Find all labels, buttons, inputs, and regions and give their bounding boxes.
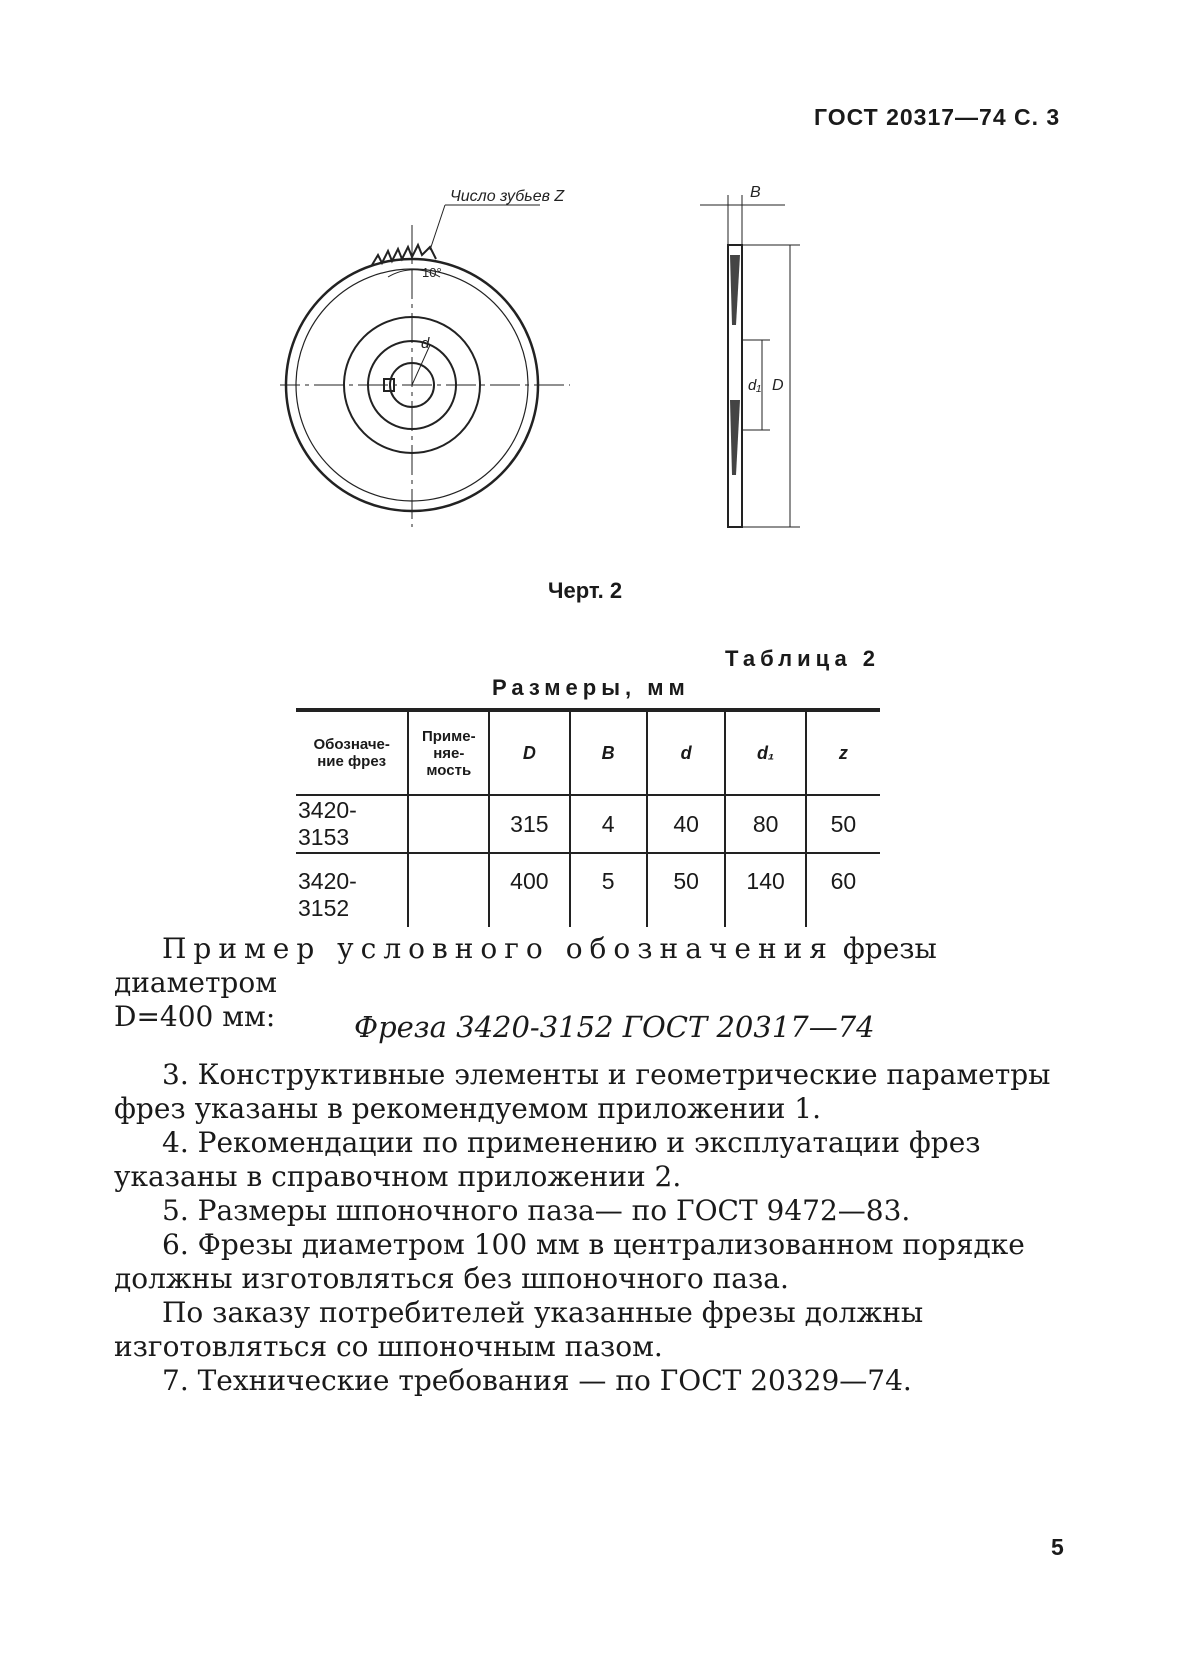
- bore-label: d: [421, 335, 430, 352]
- paragraph: 5. Размеры шпоночного паза— по ГОСТ 9472—83.: [162, 1194, 911, 1227]
- cell-D: 400: [489, 853, 569, 927]
- angle-label: 10°: [422, 265, 442, 280]
- header-B: B: [570, 710, 647, 795]
- cell-designation: 3420-3153: [296, 795, 408, 853]
- paragraph: 7. Технические требования — по ГОСТ 20329—74.: [162, 1364, 912, 1397]
- cell-z: 50: [806, 795, 880, 853]
- width-label: B: [750, 185, 761, 201]
- cell-d1: 80: [725, 795, 805, 853]
- table-row: [296, 795, 880, 853]
- header-usage: Приме- няе- мость: [408, 710, 489, 795]
- teeth-label: Число зубьев Z: [450, 188, 565, 205]
- cell-D: 315: [489, 795, 569, 853]
- page-header: ГОСТ 20317—74 С. 3: [814, 104, 1061, 130]
- side-view: [700, 195, 800, 527]
- figure-caption: Черт. 2: [548, 578, 623, 603]
- d1-label: d₁: [748, 377, 762, 394]
- example-line2: D=400 мм:: [114, 1000, 276, 1033]
- paragraph: 4. Рекомендации по применению и эксплуатации фрез указаны в справочном приложении 2.: [114, 1126, 981, 1193]
- paragraphs: [114, 1058, 1064, 1398]
- header-d: d: [647, 710, 726, 795]
- table-header-row: [296, 710, 880, 795]
- cell-d: 50: [647, 853, 726, 927]
- diameter-label: D: [772, 377, 784, 394]
- page-number: 5: [1051, 1534, 1064, 1560]
- cutter-drawing: [280, 185, 860, 545]
- header-D: D: [489, 710, 569, 795]
- table-title: Таблица 2: [725, 646, 881, 671]
- table-subtitle: Размеры, мм: [492, 675, 690, 700]
- cell-z: 60: [830, 868, 857, 894]
- table-row: [296, 853, 880, 927]
- header-d1: d₁: [725, 710, 805, 795]
- header-z: z: [838, 742, 848, 763]
- example-designation: Фреза 3420-3152 ГОСТ 20317—74: [354, 1010, 875, 1044]
- cell-d1: 140: [725, 853, 805, 927]
- cell-B: 4: [570, 795, 647, 853]
- example-lead: Пример условного обозначения: [162, 932, 834, 965]
- dimensions-table: [296, 708, 880, 927]
- cell-d: 40: [647, 795, 726, 853]
- header-designation: Обозначе- ние фрез: [296, 710, 408, 795]
- paragraph: 6. Фрезы диаметром 100 мм в централизованном порядке должны изготовляться без шпоночного паза.: [114, 1228, 1025, 1295]
- cell-usage: [408, 853, 489, 927]
- cell-designation: 3420-3152: [296, 853, 408, 927]
- example-lead-rest: фрезы диаметром: [114, 932, 937, 999]
- cell-B: 5: [570, 853, 647, 927]
- paragraph: 3. Конструктивные элементы и геометрические параметры фрез указаны в рекомендуемом приложении 1.: [114, 1058, 1051, 1125]
- cell-usage: [408, 795, 489, 853]
- front-view: [280, 205, 570, 527]
- paragraph: По заказу потребителей указанные фрезы должны изготовляться со шпоночным пазом.: [114, 1296, 924, 1363]
